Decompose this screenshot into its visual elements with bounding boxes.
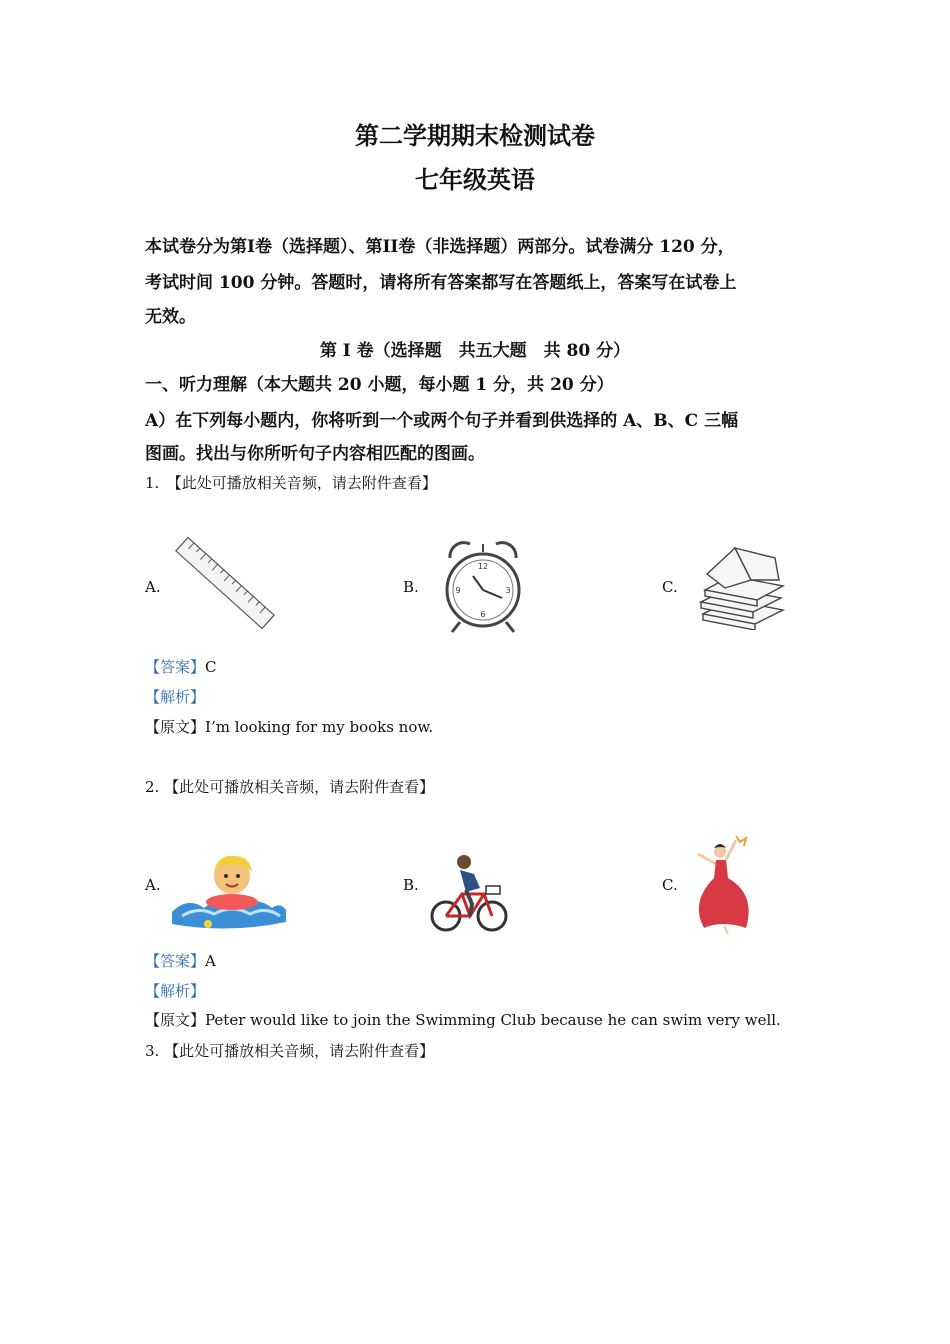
svg-text:9: 9 — [455, 586, 461, 595]
part-1-heading: 一、听力理解（本大题共 20 小题，每小题 1 分，共 20 分） — [145, 375, 614, 395]
part-a-instruction-1: A）在下列每小题内，你将听到一个或两个句子并看到供选择的 A、B、C 三幅 — [145, 411, 739, 431]
q2-option-a-label: A. — [145, 876, 161, 894]
q2-original-line — [145, 1009, 781, 1030]
dancer-icon — [686, 832, 758, 936]
svg-text:3: 3 — [505, 586, 511, 595]
q2-original-text: Peter would like to join the Swimming Club because he can swim very well. — [205, 1011, 781, 1029]
q1-answer-line — [145, 656, 217, 677]
q1-answer-tag: 【答案】 — [145, 658, 206, 676]
question-3-prompt: 3. 【此处可播放相关音频，请去附件查看】 — [145, 1042, 435, 1060]
q1-option-b-label: B. — [403, 578, 419, 596]
intro-line-2: 考试时间 100 分钟。答题时，请将所有答案都写在答题纸上，答案写在试卷上 — [145, 273, 737, 293]
q2-analysis-tag: 【解析】 — [145, 982, 206, 1000]
q1-original-line — [145, 716, 433, 737]
question-1-prompt: 1. 【此处可播放相关音频，请去附件查看】 — [145, 474, 437, 492]
intro-line-1: 本试卷分为第I卷（选择题）、第II卷（非选择题）两部分。试卷满分 120 分， — [145, 237, 735, 257]
q1-original-tag: 【原文】 — [145, 718, 206, 736]
svg-text:6: 6 — [480, 610, 486, 619]
alarm-clock-icon — [440, 538, 526, 634]
books-stack-icon — [695, 544, 787, 630]
q2-answer-line — [145, 950, 216, 971]
swimming-child-icon — [168, 850, 288, 934]
intro-line-3: 无效。 — [145, 307, 196, 327]
exam-title: 第二学期期末检测试卷 — [355, 121, 595, 150]
section-heading: 第 I 卷（选择题 共五大题 共 80 分） — [319, 341, 631, 361]
part-a-instruction-2: 图画。找出与你所听句子内容相匹配的图画。 — [145, 444, 485, 464]
q1-original-text: I’m looking for my books now. — [205, 718, 434, 736]
q1-option-a-label: A. — [145, 578, 161, 596]
question-2-prompt: 2. 【此处可播放相关音频，请去附件查看】 — [145, 778, 435, 796]
q1-option-c-label: C. — [662, 578, 678, 596]
q1-analysis-tag: 【解析】 — [145, 688, 206, 706]
ruler-icon — [175, 536, 275, 631]
q1-answer-value: C — [205, 658, 217, 676]
cyclist-icon — [430, 852, 510, 934]
q2-option-c-label: C. — [662, 876, 678, 894]
svg-text:12: 12 — [477, 562, 489, 571]
q2-original-tag: 【原文】 — [145, 1011, 206, 1029]
q2-answer-value: A — [205, 952, 216, 970]
q2-option-b-label: B. — [403, 876, 419, 894]
q2-answer-tag: 【答案】 — [145, 952, 206, 970]
exam-subtitle: 七年级英语 — [415, 165, 535, 194]
